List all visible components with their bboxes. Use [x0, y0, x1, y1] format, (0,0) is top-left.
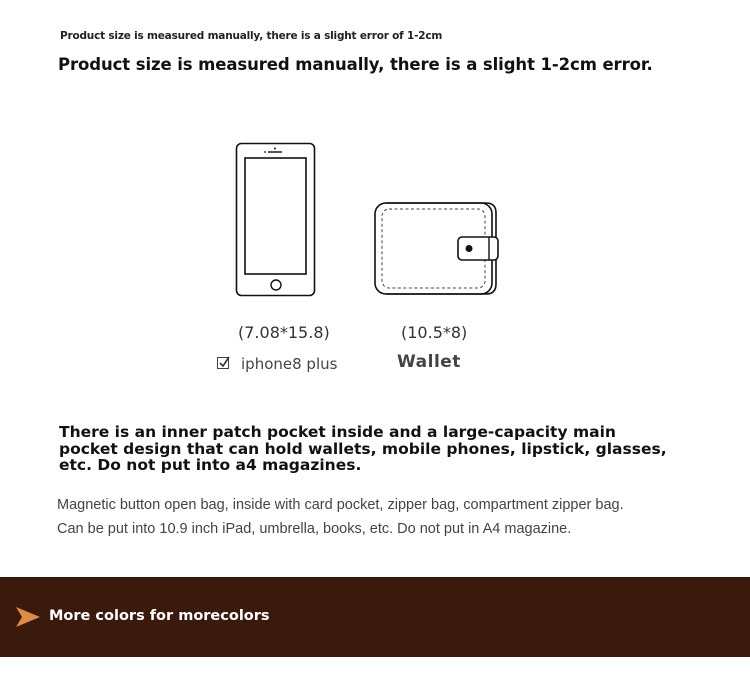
wallet-dimensions: (10.5*8) — [401, 323, 468, 342]
wallet-label: Wallet — [397, 352, 461, 372]
phone-dimensions: (7.08*15.8) — [238, 323, 330, 342]
phone-outline-icon — [234, 142, 318, 300]
feature-description-line-1: Magnetic button open bag, inside with card pocket, zipper bag, compartment zipper bag. — [57, 497, 624, 513]
arrow-right-icon — [16, 607, 40, 627]
feature-description-bold: There is an inner patch pocket inside and a large-capacity main pocket design that can hold wallets, mobile phones, lipstick, glasses, etc. Do not put into a4 magazines. — [59, 423, 667, 474]
feature-description-line-2: Can be put into 10.9 inch iPad, umbrella, books, etc. Do not put in A4 magazine. — [57, 521, 572, 537]
size-note-small: Product size is measured manually, there is a slight error of 1-2cm — [60, 30, 443, 42]
more-colors-label: More colors for morecolors — [49, 608, 270, 624]
more-colors-banner[interactable] — [0, 577, 750, 657]
wallet-outline-icon — [372, 200, 504, 300]
checkbox-checked-icon — [217, 357, 229, 369]
phone-label: iphone8 plus — [241, 355, 338, 373]
size-note-heading: Product size is measured manually, there is a slight 1-2cm error. — [58, 55, 653, 74]
